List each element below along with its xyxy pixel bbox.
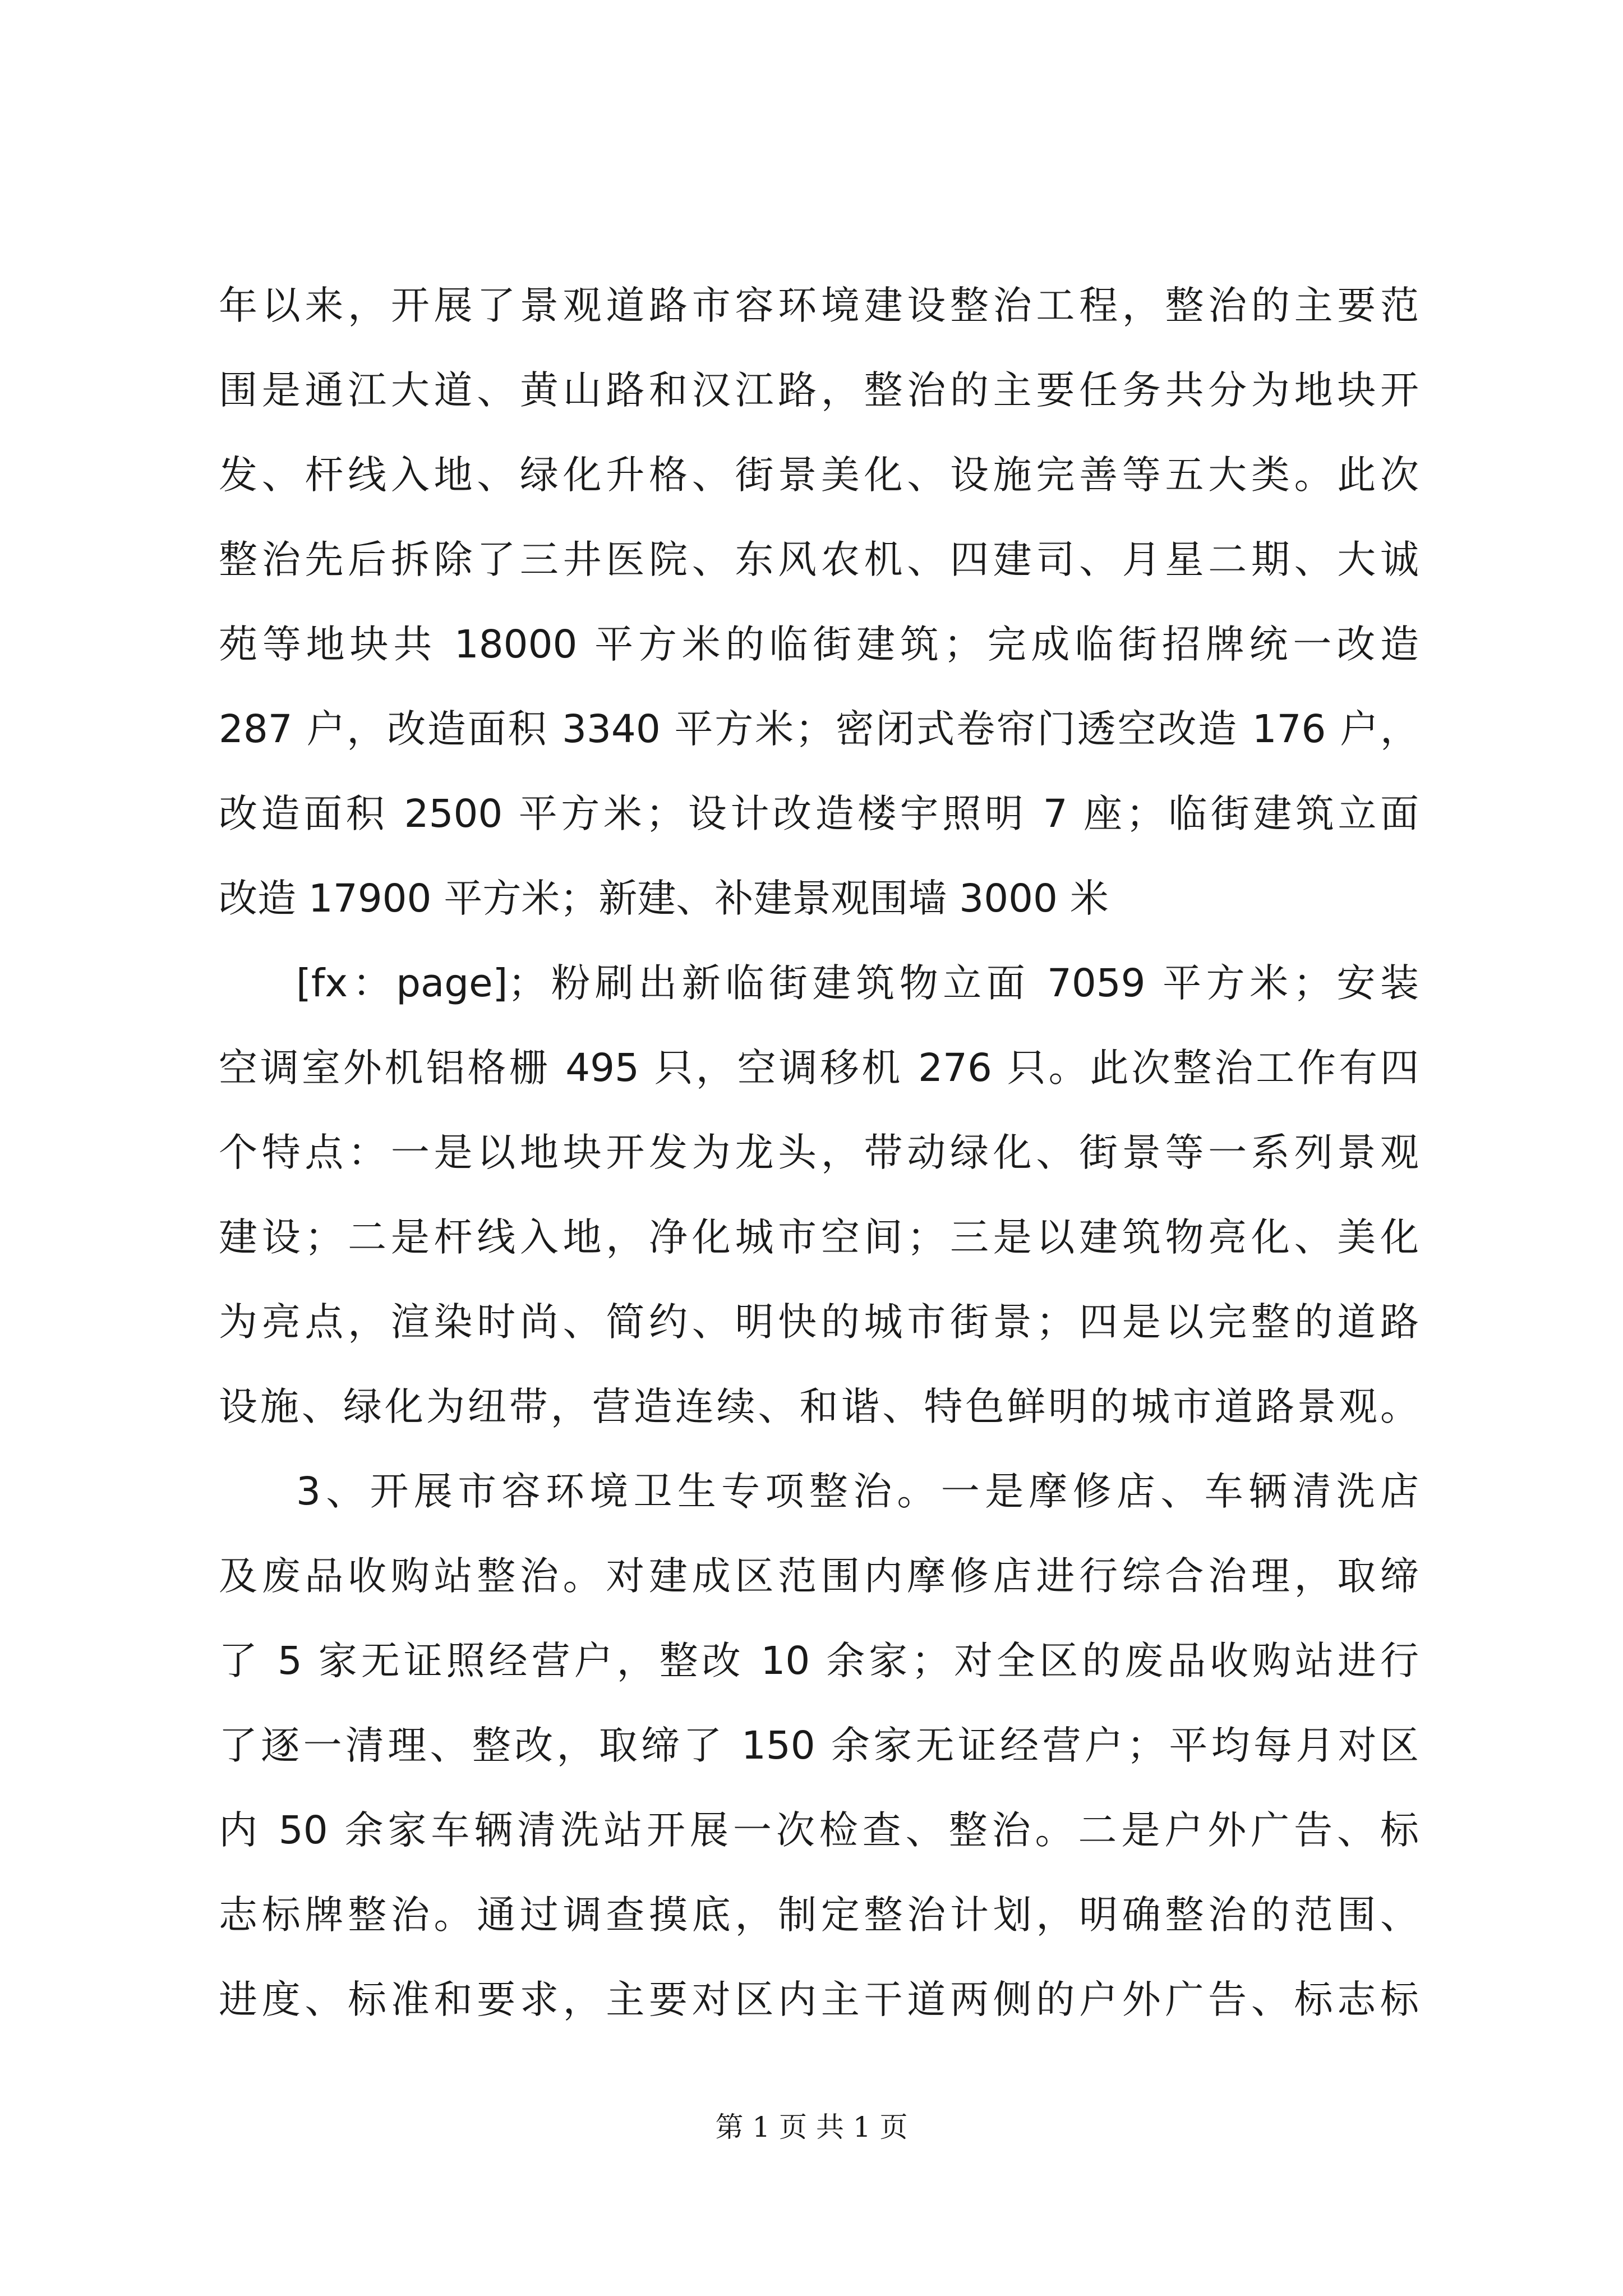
text-line: 建设；二是杆线入地，净化城市空间；三是以建筑物亮化、美化 [219, 1215, 1419, 1260]
text-line: 为亮点，渲染时尚、简约、明快的城市街景；四是以完整的道路 [219, 1300, 1419, 1345]
text-line: 年以来，开展了景观道路市容环境建设整治工程，整治的主要范 [219, 283, 1419, 328]
document-body [219, 264, 1419, 2042]
text-line: 了逐一清理、整改，取缔了 150 余家无证经营户；平均每月对区 [219, 1723, 1419, 1768]
text-line: 围是通江大道、黄山路和汉江路，整治的主要任务共分为地块开 [219, 368, 1419, 413]
text-line: 志标牌整治。通过调查摸底，制定整治计划，明确整治的范围、 [219, 1893, 1419, 1938]
text-line: 空调室外机铝格栅 495 只，空调移机 276 只。此次整治工作有四 [219, 1046, 1419, 1091]
text-line: 改造 17900 平方米；新建、补建景观围墙 3000 米 [219, 876, 1109, 921]
text-line: 287 户，改造面积 3340 平方米；密闭式卷帘门透空改造 176 户， [219, 707, 1419, 752]
text-line: 发、杆线入地、绿化升格、街景美化、设施完善等五大类。此次 [219, 453, 1419, 498]
text-line: 内 50 余家车辆清洗站开展一次检查、整治。二是户外广告、标 [219, 1808, 1419, 1853]
text-line-indented: 3、开展市容环境卫生专项整治。一是摩修店、车辆清洗店 [296, 1469, 1419, 1514]
text-line: 及废品收购站整治。对建成区范围内摩修店进行综合治理，取缔 [219, 1554, 1419, 1599]
text-line: 个特点：一是以地块开发为龙头，带动绿化、街景等一系列景观 [219, 1130, 1419, 1175]
text-line: 苑等地块共 18000 平方米的临街建筑；完成临街招牌统一改造 [219, 622, 1419, 667]
text-line: 整治先后拆除了三井医院、东风农机、四建司、月星二期、大诚 [219, 537, 1419, 582]
text-line-indented: [fx：page]；粉刷出新临街建筑物立面 7059 平方米；安装 [296, 961, 1419, 1006]
text-line: 改造面积 2500 平方米；设计改造楼宇照明 7 座；临街建筑立面 [219, 792, 1419, 836]
text-line: 进度、标准和要求，主要对区内主干道两侧的户外广告、标志标 [219, 1977, 1419, 2022]
page-number-footer: 第 1 页 共 1 页 [715, 2111, 908, 2143]
text-line: 了 5 家无证照经营户，整改 10 余家；对全区的废品收购站进行 [219, 1639, 1419, 1683]
text-line: 设施、绿化为纽带，营造连续、和谐、特色鲜明的城市道路景观。 [219, 1384, 1419, 1429]
